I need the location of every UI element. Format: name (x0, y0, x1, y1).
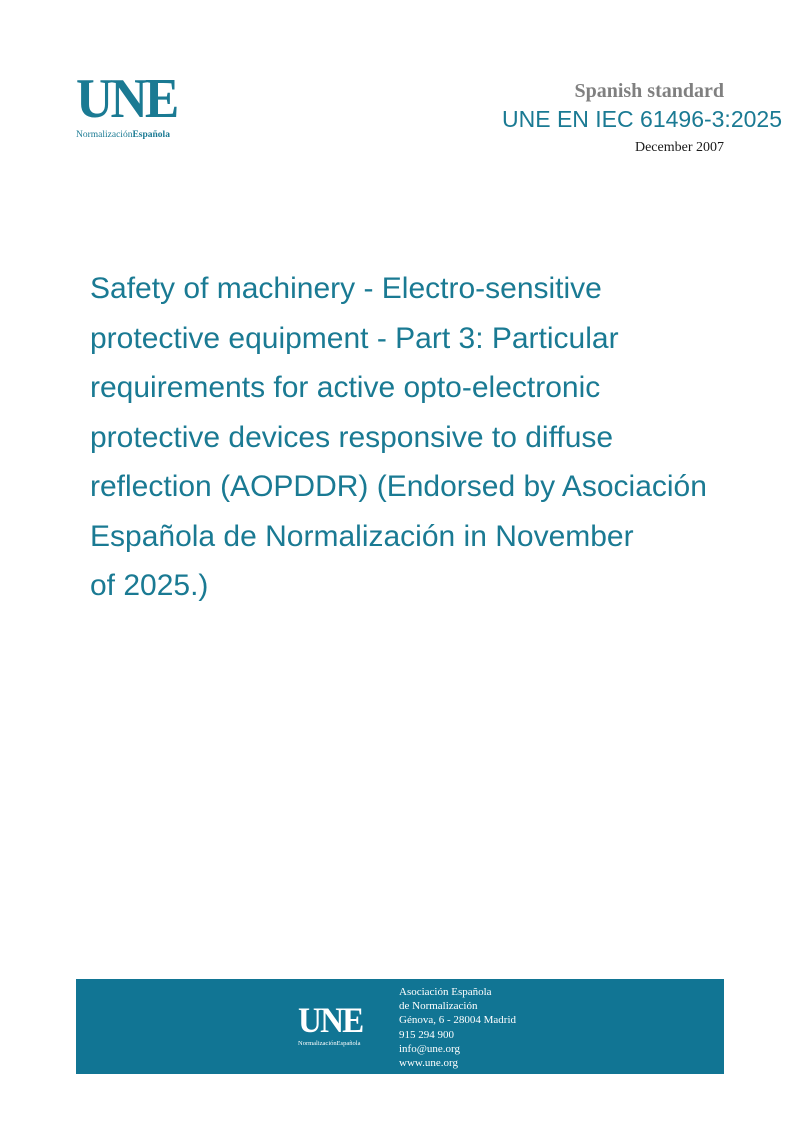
title-line: protective devices responsive to diffuse (90, 420, 614, 454)
title-line: protective equipment - Part 3: Particular (90, 321, 619, 355)
footer-tagline-part-1: Normalización (298, 1040, 337, 1047)
logo-tagline-part-1: Normalización (76, 130, 133, 140)
footer-band (76, 979, 724, 1074)
title-line: reflection (AOPDDR) (Endorsed by Asociación (90, 470, 707, 503)
logo-tagline-part-2: Española (132, 130, 170, 140)
une-logo-tagline (76, 130, 196, 140)
footer-logo-mark: UNE (298, 1000, 363, 1040)
une-logo-mark: UNE (76, 68, 177, 130)
title-line: Safety of machinery - Electro-sensitive (90, 272, 602, 305)
title-line: of 2025.) (90, 569, 209, 602)
une-logo (76, 68, 196, 140)
footer-contact-info (399, 985, 516, 1070)
org-phone: 915 294 900 (399, 1028, 454, 1041)
standard-header (502, 78, 782, 158)
org-name-line-1: Asociación Española (399, 986, 492, 998)
publication-date: December 2007 (634, 140, 724, 155)
title-line: requirements for active opto-electronic (90, 371, 601, 404)
document-title (90, 264, 790, 611)
org-email: info@une.org (399, 1042, 460, 1055)
org-name-line-2: de Normalización (399, 1000, 478, 1013)
document-type: Spanish standard (574, 80, 724, 102)
title-line: Española de Normalización in November (90, 519, 634, 553)
footer-logo-tagline (298, 1040, 368, 1047)
footer-tagline-part-2: Española (336, 1040, 361, 1047)
footer-une-logo (298, 1000, 368, 1047)
org-address: Génova, 6 - 28004 Madrid (399, 1014, 517, 1027)
standard-code: UNE EN IEC 61496-3:2025 (502, 106, 782, 132)
org-website: www.une.org (399, 1057, 458, 1070)
